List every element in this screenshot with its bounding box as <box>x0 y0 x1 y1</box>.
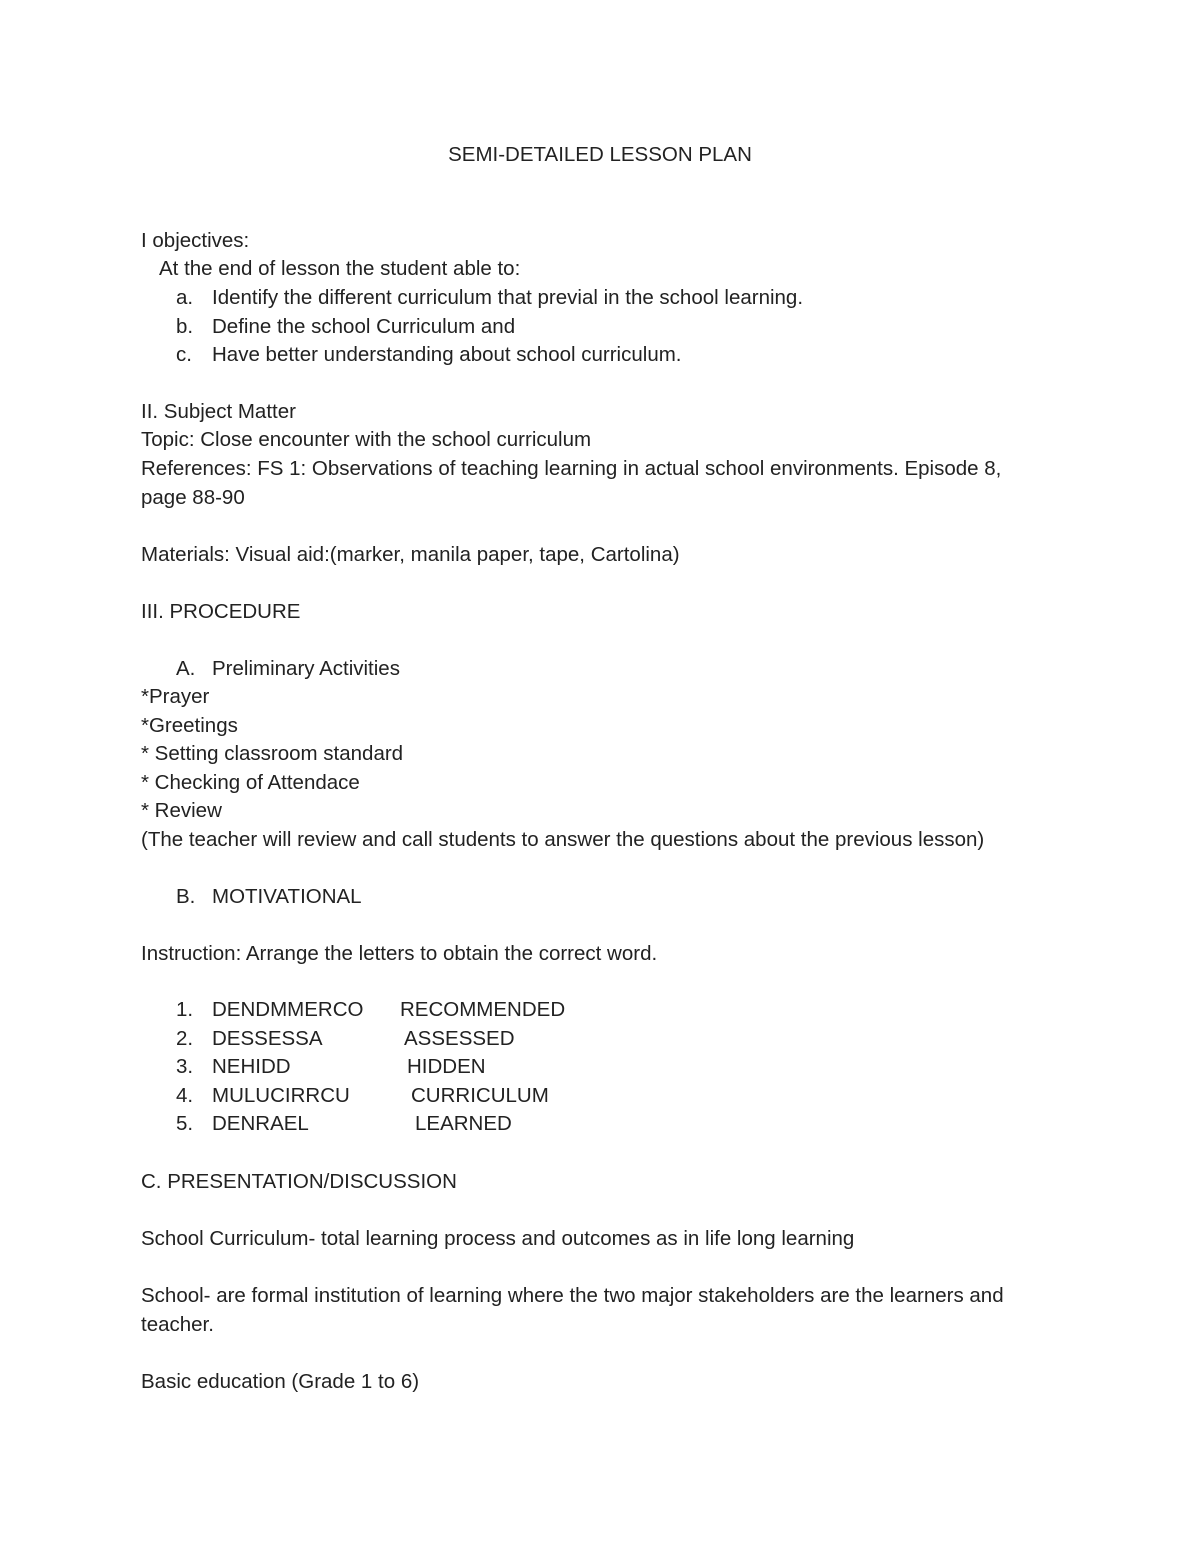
objective-marker: c. <box>176 343 192 366</box>
answer-word: HIDDEN <box>407 1055 486 1078</box>
word-number: 5. <box>176 1112 194 1135</box>
scrambled-word: DESSESSA <box>212 1027 323 1050</box>
objectives-intro: At the end of lesson the student able to: <box>159 257 521 280</box>
activity-item: * Checking of Attendace <box>141 771 360 794</box>
school-definition: School- are formal institution of learning where the two major stakeholders are the learners and <box>141 1284 1004 1307</box>
page-title: SEMI-DETAILED LESSON PLAN <box>448 143 752 166</box>
references-line: References: FS 1: Observations of teaching learning in actual school environments. Episode 8, <box>141 457 1002 480</box>
topic-line: Topic: Close encounter with the school curriculum <box>141 428 592 451</box>
section-label: Preliminary Activities <box>212 657 400 680</box>
objective-marker: a. <box>176 286 194 309</box>
objective-text: Define the school Curriculum and <box>212 315 516 338</box>
activity-item: * Review <box>141 799 222 822</box>
objectives-heading: I objectives: <box>141 229 250 252</box>
activity-item: *Greetings <box>141 714 238 737</box>
scrambled-word: MULUCIRRCU <box>212 1084 350 1107</box>
procedure-heading: III. PROCEDURE <box>141 600 301 623</box>
answer-word: ASSESSED <box>404 1027 515 1050</box>
references-line-continued: page 88-90 <box>141 486 245 509</box>
scrambled-word: NEHIDD <box>212 1055 291 1078</box>
word-number: 1. <box>176 998 194 1021</box>
objective-marker: b. <box>176 315 194 338</box>
objective-text: Identify the different curriculum that previal in the school learning. <box>212 286 804 309</box>
section-marker: B. <box>176 885 196 908</box>
school-definition-continued: teacher. <box>141 1313 214 1336</box>
word-number: 4. <box>176 1084 194 1107</box>
answer-word: LEARNED <box>415 1112 512 1135</box>
answer-word: CURRICULUM <box>411 1084 549 1107</box>
section-marker: A. <box>176 657 196 680</box>
scrambled-word: DENDMMERCO <box>212 998 364 1021</box>
word-number: 3. <box>176 1055 194 1078</box>
instruction-line: Instruction: Arrange the letters to obtain the correct word. <box>141 942 658 965</box>
review-note: (The teacher will review and call students to answer the questions about the previous lesson) <box>141 828 985 851</box>
objective-text: Have better understanding about school curriculum. <box>212 343 682 366</box>
section-label: MOTIVATIONAL <box>212 885 362 908</box>
scrambled-word: DENRAEL <box>212 1112 309 1135</box>
activity-item: * Setting classroom standard <box>141 742 404 765</box>
subject-matter-heading: II. Subject Matter <box>141 400 296 423</box>
school-curriculum-definition: School Curriculum- total learning process and outcomes as in life long learning <box>141 1227 855 1250</box>
activity-item: *Prayer <box>141 685 210 708</box>
presentation-heading: C. PRESENTATION/DISCUSSION <box>141 1170 457 1193</box>
basic-education-line: Basic education (Grade 1 to 6) <box>141 1370 420 1393</box>
answer-word: RECOMMENDED <box>400 998 566 1021</box>
word-number: 2. <box>176 1027 194 1050</box>
materials-line: Materials: Visual aid:(marker, manila paper, tape, Cartolina) <box>141 543 680 566</box>
